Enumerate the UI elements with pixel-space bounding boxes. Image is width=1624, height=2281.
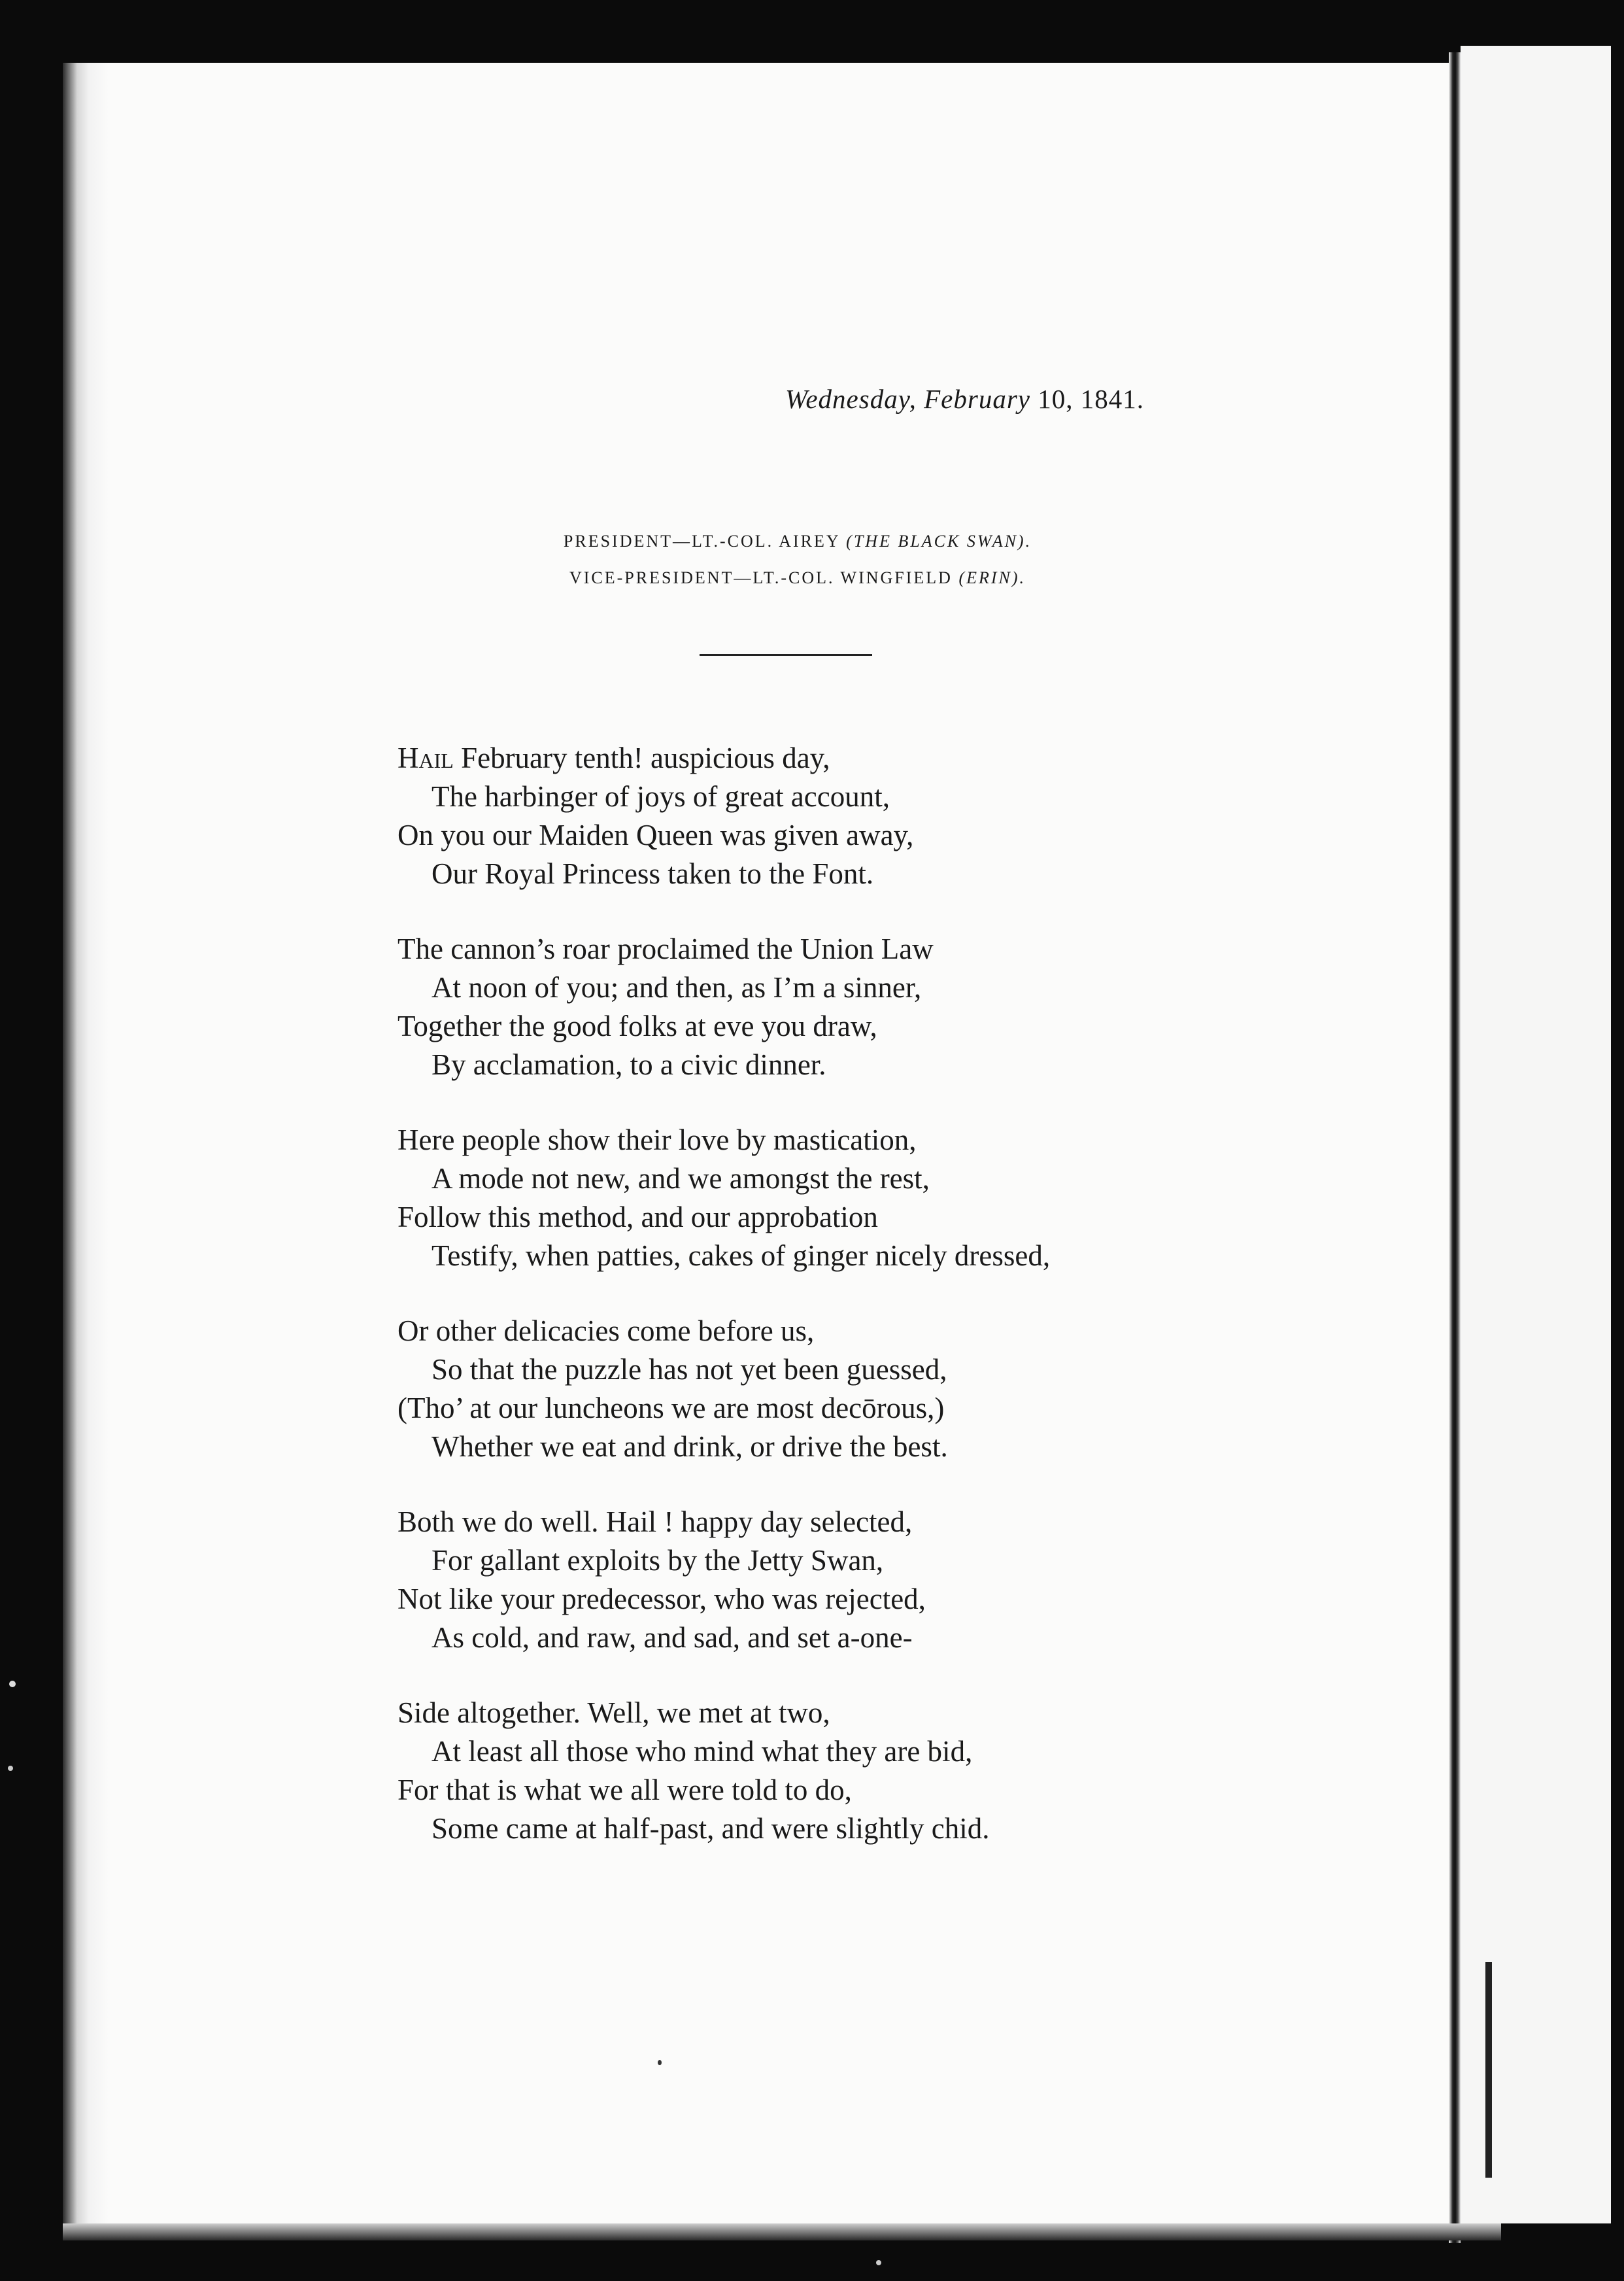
poem-line: At noon of you; and then, as I’m a sinner,	[431, 971, 922, 1004]
poem-line: Follow this method, and our approbation	[398, 1201, 878, 1233]
ink-speck	[658, 2060, 662, 2065]
poem-line	[398, 739, 1247, 778]
poem-line-text: February tenth! auspicious day,	[453, 742, 830, 774]
president-title: PRESIDENT—LT.-COL. AIREY	[563, 532, 840, 551]
president-line	[405, 523, 1190, 560]
facing-page-shadow	[1485, 1962, 1492, 2178]
date-month: February	[924, 384, 1030, 414]
poem-line: Here people show their love by mastication,	[398, 1123, 917, 1156]
date-day: Wednesday,	[785, 384, 917, 414]
dateline	[765, 383, 1144, 415]
stanza	[398, 1312, 1247, 1466]
poem-line: The harbinger of joys of great account,	[431, 780, 890, 813]
page-edge	[63, 63, 109, 2240]
poem-line: Whether we eat and drink, or drive the best.	[431, 1430, 948, 1463]
poem-line: Both we do well. Hail ! happy day selected,	[398, 1505, 913, 1538]
poem-line: Together the good folks at eve you draw,	[398, 1010, 877, 1042]
president-alias: (THE BLACK SWAN).	[846, 532, 1032, 551]
poem-line: For that is what we all were told to do,	[398, 1774, 852, 1806]
poem-line: A mode not new, and we amongst the rest,	[431, 1162, 930, 1195]
poem-line: At least all those who mind what they are bid,	[431, 1735, 973, 1768]
poem-line: The cannon’s roar proclaimed the Union Law	[398, 933, 934, 965]
poem	[398, 739, 1247, 1885]
poem-line: (Tho’ at our luncheons we are most decōrous,)	[398, 1392, 945, 1424]
poem-line: Side altogether. Well, we met at two,	[398, 1696, 830, 1729]
poem-line: So that the puzzle has not yet been guessed,	[431, 1353, 947, 1386]
book-gutter	[1449, 52, 1461, 2243]
officers-block	[405, 523, 1190, 596]
poem-line: By acclamation, to a civic dinner.	[431, 1048, 826, 1081]
poem-line: As cold, and raw, and sad, and set a-one-	[431, 1621, 913, 1654]
stanza	[398, 1503, 1247, 1657]
poem-line: For gallant exploits by the Jetty Swan,	[431, 1544, 884, 1577]
poem-line: Not like your predecessor, who was rejected,	[398, 1583, 926, 1615]
initial-word: Hail	[398, 742, 454, 774]
ink-speck	[8, 1766, 13, 1771]
stanza	[398, 739, 1247, 893]
poem-line: Some came at half-past, and were slightly chid.	[431, 1812, 990, 1845]
vice-president-title: VICE-PRESIDENT—LT.-COL. WINGFIELD	[569, 568, 953, 587]
ink-speck	[9, 1681, 16, 1687]
stanza	[398, 930, 1247, 1084]
vice-president-line	[405, 560, 1190, 596]
ink-speck	[876, 2260, 881, 2265]
poem-line: Or other delicacies come before us,	[398, 1314, 815, 1347]
section-rule	[700, 654, 872, 656]
date-rest: 10, 1841.	[1038, 384, 1144, 414]
poem-line: Testify, when patties, cakes of ginger nicely dressed,	[431, 1239, 1051, 1272]
stanza	[398, 1121, 1247, 1275]
stanza	[398, 1694, 1247, 1848]
page-bottom-edge	[63, 2223, 1501, 2240]
poem-line: On you our Maiden Queen was given away,	[398, 819, 914, 851]
poem-line: Our Royal Princess taken to the Font.	[431, 857, 874, 890]
facing-page	[1461, 46, 1611, 2223]
vice-president-alias: (ERIN).	[958, 568, 1026, 587]
